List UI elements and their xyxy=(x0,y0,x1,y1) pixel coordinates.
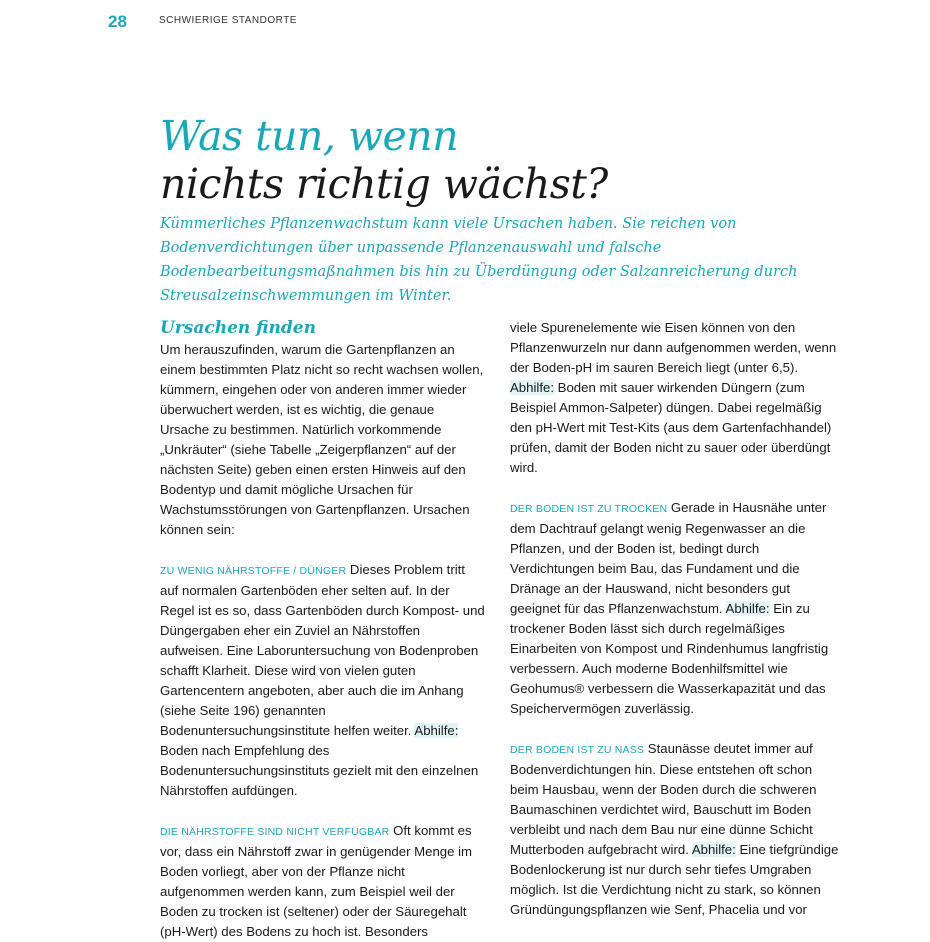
paragraph-verfuegbar-cont xyxy=(510,318,840,478)
paragraph-nass xyxy=(510,739,840,920)
remedy-label-naehrstoffe: Abhilfe: xyxy=(414,723,459,738)
title-line-2: nichts richtig wächst? xyxy=(160,160,608,208)
lead-trocken: DER BODEN IST ZU TROCKEN xyxy=(510,503,668,515)
section-intro: Um herauszufinden, warum die Gartenpflanzen an einem bestimmten Platz nicht so recht wachsen wollen, kümmern, eingehen oder von anderen immer wieder überwuchert werden, ist es wichtig, die genaue Ursache zu bestimmen. Natürlich vorkommende „Unkräuter“ (siehe Tabelle „Zeigerpflanzen“ auf der nächsten Seite) geben einen ersten Hinweis auf den Bodentyp und damit mögliche Ursachen für Wachstumsstörungen von Gartenpflanzen. Ursachen können sein: xyxy=(160,342,484,537)
text-trocken: Gerade in Hausnähe unter dem Dachtrauf gelangt wenig Regenwasser an die Pflanzen, und der Boden ist, bedingt durch Verdichtungen beim Bau, das Fundament und die Dränage an der Hauswand, nicht besonders gut geeignet für das Pflanzenwachstum. xyxy=(510,500,827,616)
paragraph-verfuegbar xyxy=(160,821,485,942)
left-column xyxy=(160,316,485,942)
text-verfuegbar-cont: viele Spurenelemente wie Eisen können von den Pflanzenwurzeln nur dann aufgenommen werden, wenn der Boden-pH im sauren Bereich liegt (unter 6,5). xyxy=(510,320,837,375)
remedy-label-verfuegbar: Abhilfe: xyxy=(510,380,554,395)
remedy-label-nass: Abhilfe: xyxy=(691,842,736,857)
title-line-1: Was tun, wenn xyxy=(160,112,459,160)
paragraph-trocken xyxy=(510,498,840,719)
remedy-trocken: Ein zu trockener Boden lässt sich durch regelmäßiges Einarbeiten von Kompost und Rindenhumus langfristig verbessern. Auch moderne Bodenhilfsmittel wie Geohumus® verbessern die Wasserkapazität und das Speichervermögen zuverlässig. xyxy=(510,601,829,716)
remedy-nass: Eine tiefgründige Bodenlockerung ist nur durch sehr tiefes Umgraben möglich. Ist die Verdichtung nicht zu stark, so können Gründüngungspflanzen wie Senf, Phacelia und vor xyxy=(510,842,839,917)
paragraph-naehrstoffe xyxy=(160,560,485,801)
section-heading: Ursachen finden xyxy=(160,318,316,338)
running-head: SCHWIERIGE STANDORTE xyxy=(159,15,297,26)
page-title xyxy=(160,112,608,208)
remedy-label-trocken: Abhilfe: xyxy=(725,601,770,616)
lead-nass: DER BODEN IST ZU NASS xyxy=(510,744,645,756)
intro-paragraph: Kümmerliches Pflanzenwachstum kann viele Ursachen haben. Sie reichen von Bodenverdichtungen über unpassende Pflanzenauswahl und falsche Bodenbearbeitungsmaßnahmen bis hin zu Überdüngung oder Salzanreicherung durch Streusalzeinschwemmungen im Winter. xyxy=(160,216,798,304)
remedy-verfuegbar: Boden mit sauer wirkenden Düngern (zum Beispiel Ammon-Salpeter) düngen. Dabei regelmäßig den pH-Wert mit Test-Kits (aus dem Gartenfachhandel) prüfen, damit der Boden nicht zu sauer oder überdüngt wird. xyxy=(510,380,832,475)
text-naehrstoffe: Dieses Problem tritt auf normalen Gartenböden eher selten auf. In der Regel ist es so, dass Gartenböden durch Kompost- und Düngergaben eher ein Zuviel an Nährstoffen aufweisen. Eine Laboruntersuchung von Bodenproben schafft Klarheit. Diese wird von vielen guten Gartencentern angeboten, aber auch die im Anhang (siehe Seite 196) genannten Bodenuntersuchungsinstitute helfen weiter. xyxy=(160,562,485,738)
text-nass: Staunässe deutet immer auf Bodenverdichtungen hin. Diese entstehen oft schon beim Hausbau, wenn der Boden durch die schweren Baumaschinen verdichtet wird, Bauschutt im Boden verbleibt und nach dem Bau nur eine dünne Schicht Mutterboden aufgebracht wird. xyxy=(510,741,817,857)
text-verfuegbar: Oft kommt es vor, dass ein Nährstoff zwar in genügender Menge im Boden vorliegt, aber von der Pflanze nicht aufgenommen werden kann, zum Beispiel weil der Boden zu trocken ist (seltener) oder der Säuregehalt (pH-Wert) des Bodens zu hoch ist. Besonders xyxy=(160,823,473,939)
page-number: 28 xyxy=(108,12,127,31)
right-column xyxy=(510,318,840,920)
lead-naehrstoffe: ZU WENIG NÄHRSTOFFE / DÜNGER xyxy=(160,565,347,577)
lead-verfuegbar: DIE NÄHRSTOFFE SIND NICHT VERFÜGBAR xyxy=(160,826,390,838)
remedy-naehrstoffe: Boden nach Empfehlung des Bodenuntersuchungsinstituts gezielt mit den einzelnen Nährstoffen aufdüngen. xyxy=(160,743,479,798)
